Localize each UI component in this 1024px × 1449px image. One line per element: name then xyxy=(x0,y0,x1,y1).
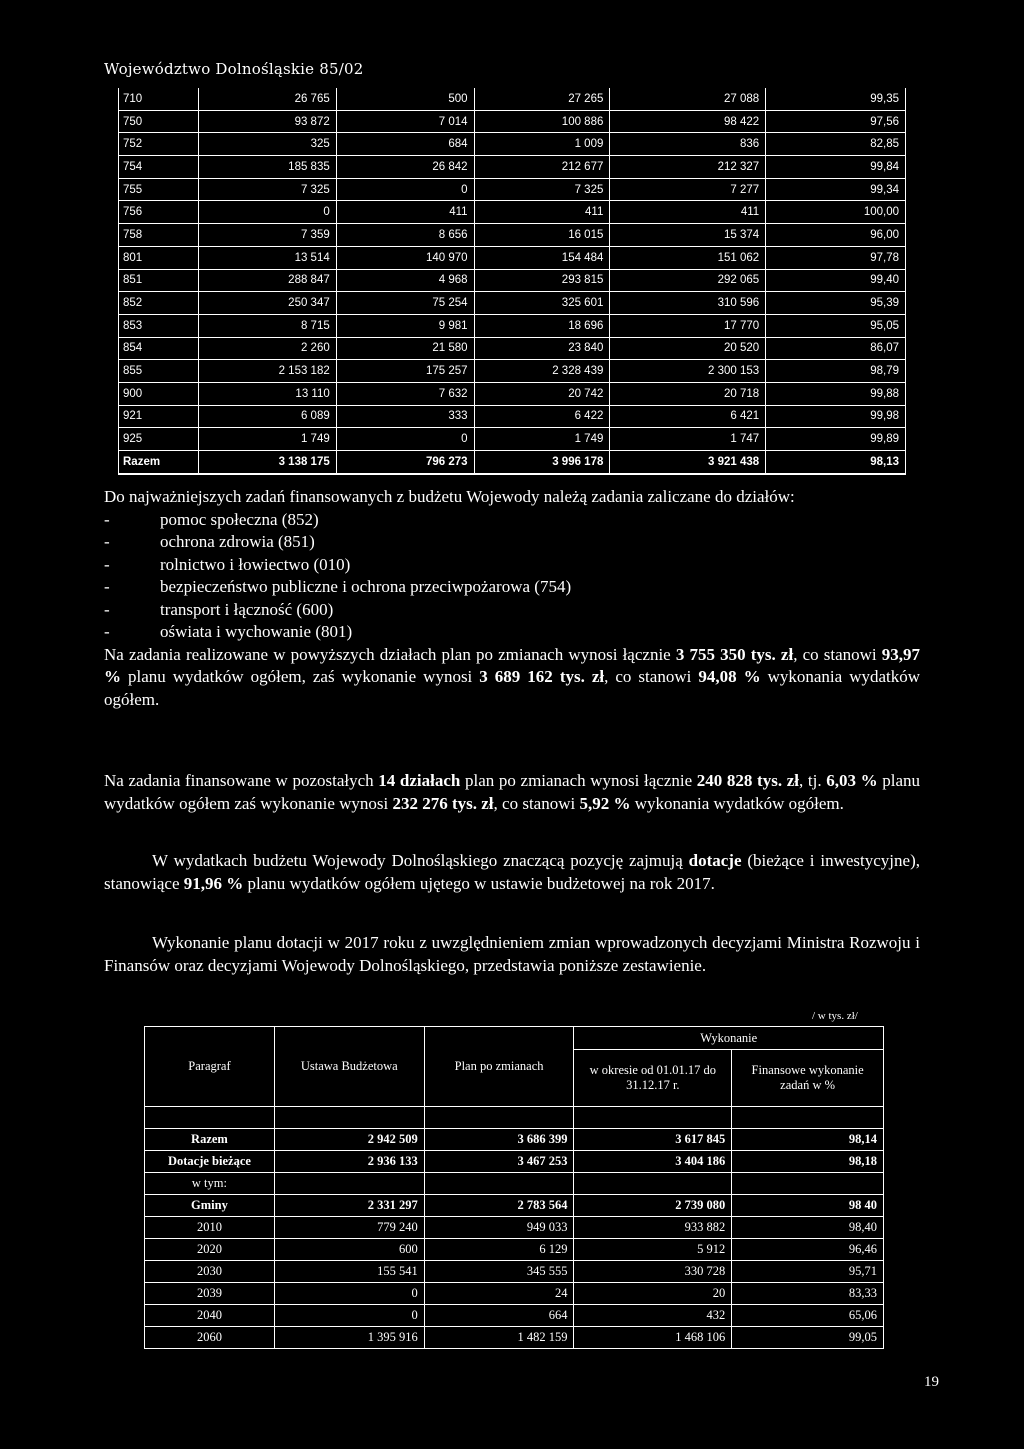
value-cell: 13 110 xyxy=(198,382,336,405)
table-row xyxy=(145,1327,884,1349)
value-cell: 5 912 xyxy=(574,1239,732,1261)
value-cell: 26 765 xyxy=(198,88,336,110)
paragraf-cell: Razem xyxy=(145,1129,275,1151)
value-cell: 500 xyxy=(336,88,474,110)
paragraf-cell: 2010 xyxy=(145,1217,275,1239)
dzial-cell: 710 xyxy=(119,88,199,110)
value-cell: 796 273 xyxy=(336,451,474,474)
header-plan: Plan po zmianach xyxy=(424,1027,574,1107)
list-item xyxy=(104,599,920,622)
dzial-cell: 921 xyxy=(119,405,199,428)
value-cell: 1 749 xyxy=(198,428,336,451)
paragraf-cell: w tym: xyxy=(145,1173,275,1195)
dzial-cell: 854 xyxy=(119,337,199,360)
value-cell xyxy=(732,1173,884,1195)
value-cell: 24 xyxy=(424,1283,574,1305)
paragraf-cell: 2060 xyxy=(145,1327,275,1349)
value-cell: 0 xyxy=(336,178,474,201)
value-cell: 155 541 xyxy=(274,1261,424,1283)
value-cell: 3 404 186 xyxy=(574,1151,732,1173)
dzial-list xyxy=(104,509,920,644)
value-cell: 7 325 xyxy=(474,178,610,201)
dash-marker: - xyxy=(104,622,110,641)
value-cell: 212 677 xyxy=(474,156,610,179)
table-row xyxy=(119,110,906,133)
list-item xyxy=(104,554,920,577)
value-cell: 98 40 xyxy=(732,1195,884,1217)
value-cell: 411 xyxy=(336,201,474,224)
header-spacer-row xyxy=(145,1107,884,1129)
value-cell: 99,05 xyxy=(732,1327,884,1349)
value-cell: 1 749 xyxy=(474,428,610,451)
value-cell: 16 015 xyxy=(474,224,610,247)
value-cell: 7 632 xyxy=(336,382,474,405)
value-cell: 2 328 439 xyxy=(474,360,610,383)
value-cell: 1 009 xyxy=(474,133,610,156)
dash-marker: - xyxy=(104,554,110,574)
table-row xyxy=(145,1173,884,1195)
list-item xyxy=(104,509,920,532)
value-cell: 140 970 xyxy=(336,246,474,269)
value-cell: 2 739 080 xyxy=(574,1195,732,1217)
dzial-cell: 750 xyxy=(119,110,199,133)
paragraf-cell: Dotacje bieżące xyxy=(145,1151,275,1173)
value-cell: 949 033 xyxy=(424,1217,574,1239)
list-item-label: bezpieczeństwo publiczne i ochrona przeciwpożarowa (754) xyxy=(160,577,572,596)
value-cell: 154 484 xyxy=(474,246,610,269)
value-cell: 1 747 xyxy=(610,428,766,451)
value-cell: 99,35 xyxy=(766,88,906,110)
value-cell: 2 153 182 xyxy=(198,360,336,383)
value-cell: 17 770 xyxy=(610,314,766,337)
value-cell: 333 xyxy=(336,405,474,428)
value-cell: 8 656 xyxy=(336,224,474,247)
list-item xyxy=(104,576,920,599)
value-cell: 6 421 xyxy=(610,405,766,428)
value-cell: 99,98 xyxy=(766,405,906,428)
dzial-cell: Razem xyxy=(119,451,199,474)
table-row xyxy=(119,156,906,179)
table-row xyxy=(119,360,906,383)
value-cell: 3 996 178 xyxy=(474,451,610,474)
header-okres: w okresie od 01.01.17 do 31.12.17 r. xyxy=(574,1050,732,1107)
value-cell: 100 886 xyxy=(474,110,610,133)
dzial-cell: 852 xyxy=(119,292,199,315)
value-cell: 18 696 xyxy=(474,314,610,337)
value-cell: 1 482 159 xyxy=(424,1327,574,1349)
value-cell: 6 129 xyxy=(424,1239,574,1261)
dzial-cell: 900 xyxy=(119,382,199,405)
value-cell: 836 xyxy=(610,133,766,156)
list-item-label: transport i łączność (600) xyxy=(160,599,334,619)
value-cell: 96,46 xyxy=(732,1239,884,1261)
value-cell: 2 942 509 xyxy=(274,1129,424,1151)
value-cell: 432 xyxy=(574,1305,732,1327)
value-cell: 9 981 xyxy=(336,314,474,337)
value-cell: 20 520 xyxy=(610,337,766,360)
value-cell: 325 601 xyxy=(474,292,610,315)
value-cell: 3 138 175 xyxy=(198,451,336,474)
list-item-label: oświata i wychowanie (801) xyxy=(160,622,353,641)
value-cell: 8 715 xyxy=(198,314,336,337)
value-cell: 2 936 133 xyxy=(274,1151,424,1173)
value-cell: 98,40 xyxy=(732,1217,884,1239)
dzial-cell: 925 xyxy=(119,428,199,451)
value-cell: 151 062 xyxy=(610,246,766,269)
value-cell: 250 347 xyxy=(198,292,336,315)
list-item xyxy=(104,531,920,554)
dash-marker: - xyxy=(104,509,110,529)
value-cell: 20 742 xyxy=(474,382,610,405)
table-row xyxy=(119,178,906,201)
value-cell: 330 728 xyxy=(574,1261,732,1283)
value-cell: 3 617 845 xyxy=(574,1129,732,1151)
value-cell: 664 xyxy=(424,1305,574,1327)
header-wykonanie: Wykonanie xyxy=(574,1027,884,1050)
value-cell: 95,05 xyxy=(766,314,906,337)
expenditure-table xyxy=(118,88,906,475)
value-cell: 86,07 xyxy=(766,337,906,360)
page-header: Województwo Dolnośląskie 85/02 xyxy=(104,60,364,78)
value-cell: 684 xyxy=(336,133,474,156)
value-cell: 2 260 xyxy=(198,337,336,360)
value-cell: 99,88 xyxy=(766,382,906,405)
value-cell: 21 580 xyxy=(336,337,474,360)
summary-text: Na zadania realizowane w powyższych działach plan po zmianach wynosi łącznie 3 755 350 tys. zł, co stanowi 93,97 % planu wydatków ogółem, zaś wykonanie wynosi 3 689 162 tys. zł, co stanowi 94,08 % wykonania wydatków ogółem. xyxy=(104,644,921,709)
value-cell: 27 088 xyxy=(610,88,766,110)
dzial-cell: 855 xyxy=(119,360,199,383)
table-row xyxy=(119,428,906,451)
value-cell xyxy=(574,1173,732,1195)
paragraph-dotacje: W wydatkach budżetu Wojewody Dolnośląskiego znaczącą pozycję zajmują dotacje (bieżące i inwestycyjne), stanowiące 91,96 % planu wydatków ogółem ujętego w ustawie budżetowej na rok 2017. xyxy=(104,851,920,893)
value-cell: 65,06 xyxy=(732,1305,884,1327)
dash-marker: - xyxy=(104,532,110,551)
dzial-cell: 752 xyxy=(119,133,199,156)
value-cell: 95,39 xyxy=(766,292,906,315)
value-cell: 99,84 xyxy=(766,156,906,179)
value-cell: 3 921 438 xyxy=(610,451,766,474)
value-cell: 0 xyxy=(274,1283,424,1305)
value-cell: 288 847 xyxy=(198,269,336,292)
value-cell: 6 422 xyxy=(474,405,610,428)
value-cell: 83,33 xyxy=(732,1283,884,1305)
value-cell: 98,18 xyxy=(732,1151,884,1173)
paragraf-cell: 2040 xyxy=(145,1305,275,1327)
value-cell: 98,79 xyxy=(766,360,906,383)
table-row xyxy=(119,88,906,110)
table-row xyxy=(119,224,906,247)
table-row xyxy=(145,1305,884,1327)
value-cell: 82,85 xyxy=(766,133,906,156)
paragraf-cell: 2020 xyxy=(145,1239,275,1261)
table-row xyxy=(119,133,906,156)
value-cell: 6 089 xyxy=(198,405,336,428)
value-cell: 325 xyxy=(198,133,336,156)
table-row xyxy=(145,1129,884,1151)
table-row xyxy=(145,1283,884,1305)
value-cell: 27 265 xyxy=(474,88,610,110)
value-cell: 185 835 xyxy=(198,156,336,179)
value-cell: 98 422 xyxy=(610,110,766,133)
table-row xyxy=(119,292,906,315)
value-cell: 100,00 xyxy=(766,201,906,224)
value-cell: 75 254 xyxy=(336,292,474,315)
table-total-row xyxy=(119,451,906,474)
value-cell: 99,89 xyxy=(766,428,906,451)
value-cell: 20 xyxy=(574,1283,732,1305)
dzial-cell: 754 xyxy=(119,156,199,179)
list-item-label: ochrona zdrowia (851) xyxy=(160,532,315,551)
dotacje-table xyxy=(144,1026,884,1349)
table-row xyxy=(119,405,906,428)
value-cell: 98,13 xyxy=(766,451,906,474)
dzial-cell: 801 xyxy=(119,246,199,269)
paragraph-main-tasks xyxy=(104,486,920,711)
value-cell: 2 783 564 xyxy=(424,1195,574,1217)
value-cell: 411 xyxy=(610,201,766,224)
value-cell: 411 xyxy=(474,201,610,224)
value-cell: 98,14 xyxy=(732,1129,884,1151)
value-cell: 2 331 297 xyxy=(274,1195,424,1217)
table-row xyxy=(119,337,906,360)
value-cell: 292 065 xyxy=(610,269,766,292)
list-item xyxy=(104,621,920,644)
table-row xyxy=(119,382,906,405)
table-row xyxy=(119,269,906,292)
dzial-cell: 853 xyxy=(119,314,199,337)
paragraf-cell: 2030 xyxy=(145,1261,275,1283)
value-cell: 99,34 xyxy=(766,178,906,201)
value-cell: 345 555 xyxy=(424,1261,574,1283)
paragraf-cell: 2039 xyxy=(145,1283,275,1305)
value-cell: 95,71 xyxy=(732,1261,884,1283)
value-cell: 779 240 xyxy=(274,1217,424,1239)
value-cell: 1 468 106 xyxy=(574,1327,732,1349)
header-paragraf: Paragraf xyxy=(145,1027,275,1107)
value-cell: 310 596 xyxy=(610,292,766,315)
dzial-cell: 758 xyxy=(119,224,199,247)
value-cell: 26 842 xyxy=(336,156,474,179)
unit-label: / w tys. zł/ xyxy=(812,1010,858,1022)
table-row xyxy=(145,1151,884,1173)
dash-marker: - xyxy=(104,599,110,619)
value-cell: 0 xyxy=(274,1305,424,1327)
value-cell: 600 xyxy=(274,1239,424,1261)
value-cell: 20 718 xyxy=(610,382,766,405)
value-cell: 7 014 xyxy=(336,110,474,133)
page-number: 19 xyxy=(924,1374,939,1390)
value-cell: 99,40 xyxy=(766,269,906,292)
intro-text: Do najważniejszych zadań finansowanych z budżetu Wojewody należą zadania zaliczane do działów: xyxy=(104,487,795,506)
paragraph-other-tasks: Na zadania finansowane w pozostałych 14 działach plan po zmianach wynosi łącznie 240 828 tys. zł, tj. 6,03 % planu wydatków ogółem zaś wykonanie wynosi 232 276 tys. zł, co stanowi 5,92 % wykonania wydatków ogółem. xyxy=(104,771,921,813)
header-ustawa: Ustawa Budżetowa xyxy=(274,1027,424,1107)
table-row xyxy=(145,1217,884,1239)
value-cell: 7 359 xyxy=(198,224,336,247)
value-cell: 2 300 153 xyxy=(610,360,766,383)
value-cell: 933 882 xyxy=(574,1217,732,1239)
value-cell xyxy=(424,1173,574,1195)
value-cell: 23 840 xyxy=(474,337,610,360)
table-row xyxy=(119,246,906,269)
value-cell: 0 xyxy=(198,201,336,224)
value-cell: 13 514 xyxy=(198,246,336,269)
value-cell: 15 374 xyxy=(610,224,766,247)
value-cell: 4 968 xyxy=(336,269,474,292)
value-cell: 175 257 xyxy=(336,360,474,383)
value-cell: 212 327 xyxy=(610,156,766,179)
table-row xyxy=(119,201,906,224)
paragraph-zestawienie: Wykonanie planu dotacji w 2017 roku z uwzględnieniem zmian wprowadzonych decyzjami Ministra Rozwoju i Finansów oraz decyzjami Wojewody Dolnośląskiego, przedstawia poniższe zestawienie. xyxy=(104,933,920,975)
value-cell: 97,56 xyxy=(766,110,906,133)
value-cell: 93 872 xyxy=(198,110,336,133)
dash-marker: - xyxy=(104,577,110,596)
header-finansowe: Finansowe wykonanie zadań w % xyxy=(732,1050,884,1107)
value-cell: 0 xyxy=(336,428,474,451)
value-cell: 3 467 253 xyxy=(424,1151,574,1173)
dzial-cell: 756 xyxy=(119,201,199,224)
value-cell: 1 395 916 xyxy=(274,1327,424,1349)
value-cell xyxy=(274,1173,424,1195)
value-cell: 96,00 xyxy=(766,224,906,247)
table-row xyxy=(145,1239,884,1261)
dzial-cell: 851 xyxy=(119,269,199,292)
paragraf-cell: Gminy xyxy=(145,1195,275,1217)
dzial-cell: 755 xyxy=(119,178,199,201)
value-cell: 3 686 399 xyxy=(424,1129,574,1151)
value-cell: 7 277 xyxy=(610,178,766,201)
table-row xyxy=(145,1195,884,1217)
table-row xyxy=(145,1261,884,1283)
value-cell: 97,78 xyxy=(766,246,906,269)
list-item-label: rolnictwo i łowiectwo (010) xyxy=(160,554,351,574)
list-item-label: pomoc społeczna (852) xyxy=(160,509,319,529)
table-row xyxy=(119,314,906,337)
value-cell: 7 325 xyxy=(198,178,336,201)
value-cell: 293 815 xyxy=(474,269,610,292)
